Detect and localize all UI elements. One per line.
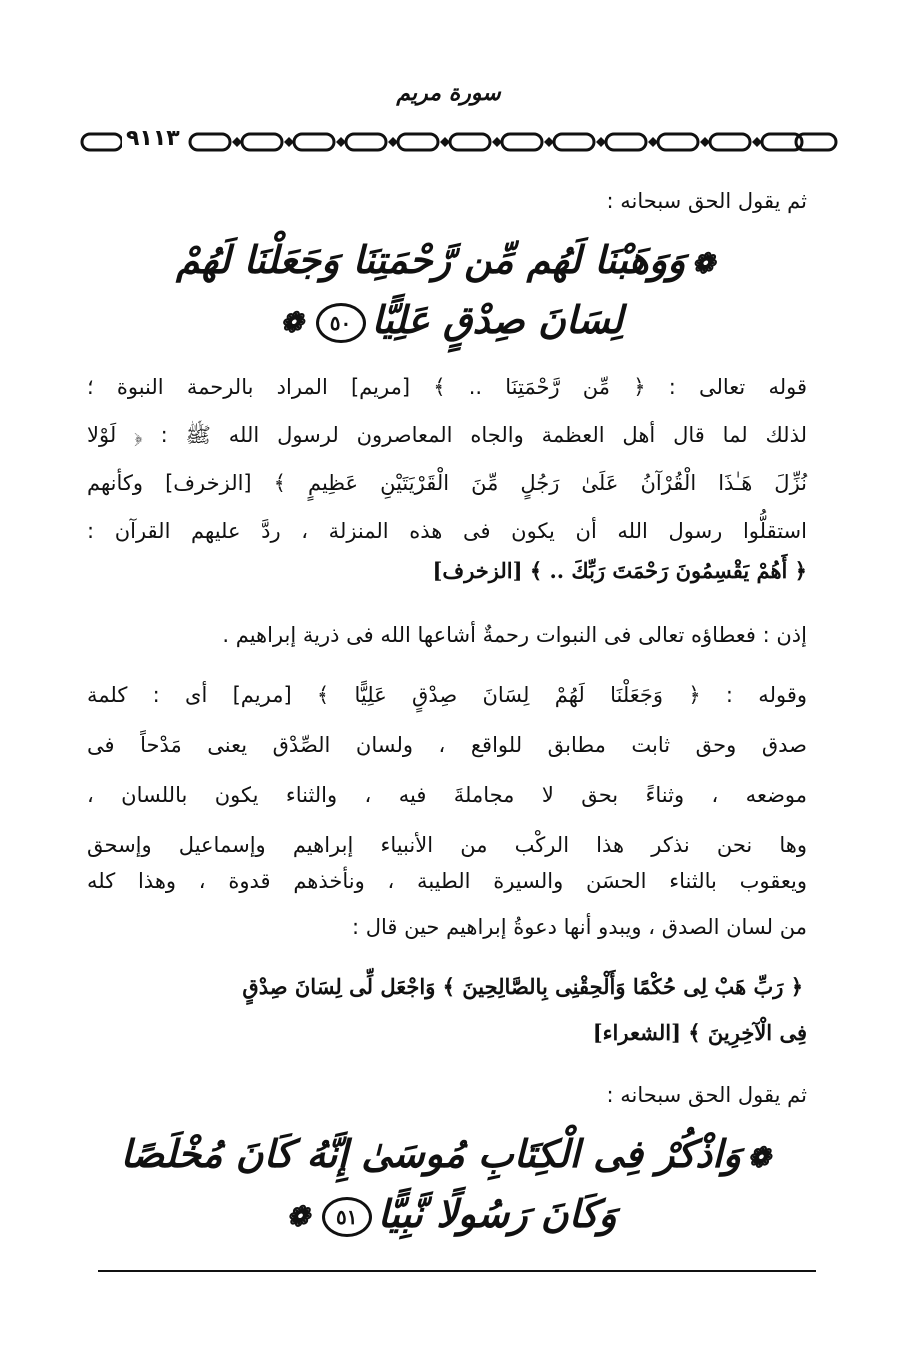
paragraph-1-line-5: ﴿ أَهُمْ يَقْسِمُونَ رَحْمَتَ رَبِّكَ .. ﴾ [الزخرف] — [432, 558, 807, 583]
ayah-number-marker: ٥١ — [322, 1197, 372, 1237]
quran-verse-50 — [0, 232, 897, 351]
verse-51-line-2: وَكَانَ رَسُولًا نَّبِيًّا — [377, 1190, 617, 1236]
paragraph-1-line-2: لذلك لما قال أهل العظمة والجاه المعاصرون لرسول الله ﷺ : ﴿ لَوْلا — [87, 423, 807, 447]
paragraph-1-line-3: نُزِّلَ هَـٰذَا الْقُرْآنُ عَلَىٰ رَجُلٍ مِّنَ الْقَرْيَتَيْنِ عَظِيمٍ ﴾ [الزخرف] وكأنهم — [87, 471, 807, 495]
page-number: ٩١١٣ — [122, 126, 184, 151]
verse-start-ornament-icon: ❁ — [691, 246, 716, 280]
chain-ornament-icon — [80, 128, 840, 156]
verse-50-line-2: لِسَانَ صِدْقٍ عَلِيًّا — [371, 296, 623, 342]
intro-line-1: ثم يقول الحق سبحانه : — [606, 189, 807, 213]
surah-title: سورة مريم — [396, 80, 501, 106]
paragraph-4-line-1: ﴿ رَبِّ هَبْ لِى حُكْمًا وَأَلْحِقْنِى بِالصَّالِحِينَ ﴾ وَاجْعَل لِّى لِسَانَ صِدْقٍ — [242, 974, 803, 999]
header-ornament-border — [80, 128, 840, 156]
paragraph-3-line-4: وها نحن نذكر هذا الركْب من الأنبياء إبراهيم وإسماعيل وإسحق — [87, 833, 807, 857]
paragraph-4-line-2: فِى الْآخِرِينَ ﴾ [الشعراء] — [592, 1020, 807, 1045]
verse-start-ornament-icon: ❁ — [747, 1140, 771, 1174]
verse-51-line-1: وَاذْكُرْ فِى الْكِتَابِ مُوسَىٰ إِنَّهُ كَانَ مُخْلَصًا — [120, 1131, 742, 1176]
paragraph-1-line-4: استقلُّوا رسول الله أن يكون فى هذه المنزلة ، ردَّ عليهم القرآن : — [87, 519, 807, 543]
quran-verse-51 — [0, 1126, 897, 1245]
paragraph-3-line-2: صدق وحق ثابت مطابق للواقع ، ولسان الصِّدْق يعنى مَدْحاً فى — [87, 733, 807, 757]
paragraph-3-line-6: من لسان الصدق ، ويبدو أنها دعوةُ إبراهيم حين قال : — [351, 915, 807, 939]
intro-line-2: ثم يقول الحق سبحانه : — [606, 1083, 807, 1107]
paragraph-3-line-1: وقوله : ﴿ وَجَعَلْنَا لَهُمْ لِسَانَ صِدْقٍ عَلِيًّا ﴾ [مريم] أى : كلمة — [87, 683, 807, 707]
verse-50-line-1: وَوَهَبْنَا لَهُم مِّن رَّحْمَتِنَا وَجَعَلْنَا لَهُمْ — [175, 237, 686, 282]
paragraph-2: إذن : فعطاؤه تعالى فى النبوات رحمةٌ أشاعها الله فى ذرية إبراهيم . — [222, 623, 807, 647]
paragraph-1-line-1: قوله تعالى : ﴿ مِّن رَّحْمَتِنَا .. ﴾ [مريم] المراد بالرحمة النبوة ؛ — [87, 375, 807, 399]
ayah-number-marker: ٥٠ — [316, 303, 366, 343]
paragraph-3-line-3: موضعه ، وثناءً بحق لا مجاملةَ فيه ، والثناء يكون باللسان ، — [87, 783, 807, 807]
paragraph-3-line-5: ويعقوب بالثناء الحسَن والسيرة الطيبة ، ونأخذهم قدوة ، وهذا كله — [87, 869, 807, 893]
verse-end-ornament-icon: ❁ — [286, 1200, 310, 1233]
verse-end-ornament-icon: ❁ — [280, 306, 304, 339]
footer-divider — [98, 1270, 816, 1272]
